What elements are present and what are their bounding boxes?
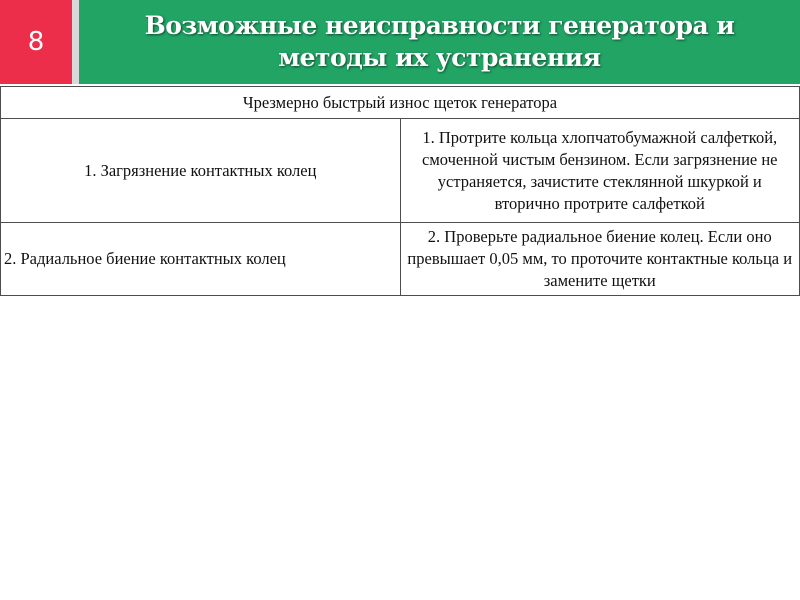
remedy-cell: 2. Проверьте радиальное биение колец. Если оно превышает 0,05 мм, то проточите контактные кольца и замените щетки <box>400 223 800 296</box>
faults-table-container <box>0 86 800 296</box>
slide-number: 8 <box>27 27 45 57</box>
table-header-cell: Чрезмерно быстрый износ щеток генератора <box>1 87 800 119</box>
title-bar <box>79 0 800 84</box>
table-row <box>1 119 800 223</box>
table-header-row <box>1 87 800 119</box>
slide-number-badge <box>0 0 72 84</box>
slide-title: Возможные неисправности генератора и методы их устранения <box>144 11 735 72</box>
remedy-cell: 1. Протрите кольца хлопчатобумажной салфеткой, смоченной чистым бензином. Если загрязнение не устраняется, зачистите стеклянной шкуркой и вторично протрите салфеткой <box>400 119 800 223</box>
table-row <box>1 223 800 296</box>
cause-cell: 2. Радиальное биение контактных колец <box>1 223 401 296</box>
header-divider <box>72 0 79 84</box>
faults-table <box>0 86 800 296</box>
cause-cell: 1. Загрязнение контактных колец <box>1 119 401 223</box>
